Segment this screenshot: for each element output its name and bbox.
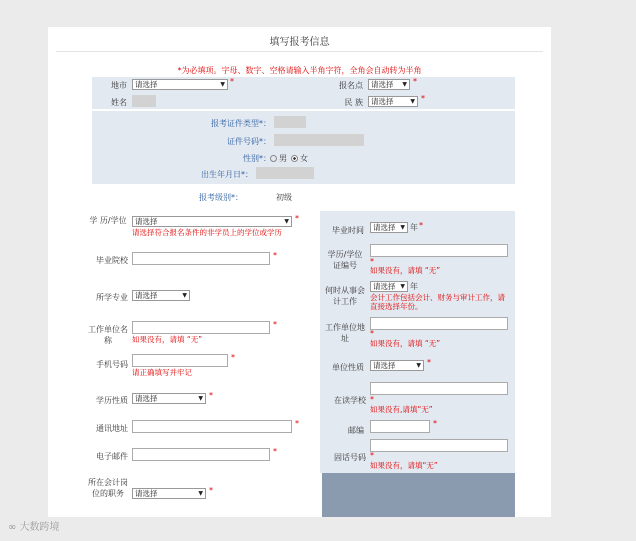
landline-input[interactable] [370,439,508,452]
dob-value [256,167,314,179]
acct-start-unit: 年 [410,282,418,291]
position-select[interactable]: 请选择 ▼ [132,488,206,499]
title-divider [56,51,543,52]
grad-time-select[interactable]: 请选择 ▼ [370,222,408,233]
phone-input[interactable] [132,354,228,367]
edu-nature-select[interactable]: 请选择 ▼ [132,393,206,404]
gender-male-option[interactable]: 男 [270,153,287,164]
employer-hint: 如果没有，请填 “无” [132,335,203,344]
email-label: 电子邮件 [96,452,128,461]
phone-hint: 请正确填写并牢记 [132,368,192,377]
acct-start-hint: 会计工作包括会计、财务与审计工作，请直接选择年份。 [370,293,505,311]
exam-site-select[interactable]: 请选择 ▼ [368,79,410,90]
school-now-input[interactable] [370,382,508,395]
work-addr-hint: 如果没有，请填 “无” [370,339,441,348]
ethnicity-label: 民 族 [344,98,363,107]
cert-no-input[interactable] [370,244,508,257]
acct-start-select[interactable]: 请选择 ▼ [370,281,408,292]
phone-label: 手机号码 [96,360,128,369]
level-value: 初级 [276,193,292,202]
position-label: 所在会计岗位的职务 [88,478,128,498]
acct-start-label: 何时从事会计工作 [325,286,365,306]
footer-slate-block [322,473,515,517]
major-select[interactable]: 请选择 ▼ [132,290,190,301]
gender-female-option[interactable]: 女 [291,153,308,164]
cert-no-label: 学历/学位证编号 [327,250,363,270]
id-number-label: 证件号码*： [227,137,271,146]
employer-label: 工作单位名称 [88,325,128,345]
education-hint: 请选择符合报名条件的非学员上的学位或学历 [132,228,282,237]
grad-time-unit: 年 [410,223,418,232]
address-label: 通讯地址 [96,424,128,433]
page-title: 填写报考信息 [269,37,330,48]
grad-time-label: 毕业时间 [332,226,364,235]
school-now-label: 在读学校 [334,396,366,405]
work-addr-input[interactable] [370,317,508,330]
watermark-logo-icon: ∞ [8,522,17,533]
school-input[interactable] [132,252,270,265]
zip-label: 邮编 [348,426,364,435]
id-type-value [274,116,306,128]
ethnicity-select[interactable]: 请选择 ▼ [368,96,418,107]
school-label: 毕业院校 [96,256,128,265]
landline-label: 固话号码 [334,453,366,462]
id-number-value [274,134,364,146]
education-label: 学 历/学位 [89,216,127,225]
unit-nature-label: 单位性质 [332,363,364,372]
name-label: 姓名 [111,98,127,107]
unit-nature-select[interactable]: 请选择 ▼ [370,360,424,371]
gender-label: 性别*： [243,154,271,163]
required-notice: *为必填项。字母、数字、空格请输入半角字符，全角会自动转为半角 [177,66,422,75]
region-label: 地市 [111,81,127,90]
edu-nature-label: 学历性质 [96,396,128,405]
zip-input[interactable] [370,420,430,433]
dob-label: 出生年月日*： [201,170,253,179]
level-label: 报考级别*： [199,193,243,202]
work-addr-label: 工作单位地址 [325,323,365,343]
watermark: ∞ 大数跨境 [8,522,60,533]
employer-input[interactable] [132,321,270,334]
school-now-hint: 如果没有,请填“无” [370,405,433,414]
email-input[interactable] [132,448,270,461]
id-type-label: 报考证件类型*： [211,119,271,128]
major-label: 所学专业 [96,293,128,302]
education-select[interactable]: 请选择 ▼ [132,216,292,227]
name-field[interactable] [132,95,156,107]
cert-no-hint: 如果没有，请填 “无” [370,266,441,275]
address-input[interactable] [132,420,292,433]
exam-site-label: 报名点 [339,81,363,90]
landline-hint: 如果没有，请填“无” [370,461,438,470]
region-select[interactable]: 请选择 ▼ [132,79,228,90]
registration-form: 填写报考信息 *为必填项。字母、数字、空格请输入半角字符，全角会自动转为半角 地市 请选择 ▼ * 姓名 报名点 请选择 ▼ * 民 族 请选择 ▼ * 报考证件类型*： 证件号码*： 性别*： 男 女 出生年月日*： 报考级别*： 初级 学 历/学位 请选择 ▼ * 请选择符合报名条件的非学员上的学位或学历 毕业院校 * 所学专业 请选择 ▼ 工作单位名称 * 如果没有，请填 “无” 手机号码 * 请正确填写并牢记 学历性质 请选择 ▼ * 通讯地址 * 电子邮件 * 所在会计岗位的职务 请选择 ▼ * 毕业时间 请选择 ▼ 年 * 学历/学位证编号 * 如果没有，请填 “无” 何时从事会计工作 请选择 ▼ 年 会计工作包括会计、财务与审计工作，请直接选择年份。 工作单位地址 * 如果没有，请填 “无” 单位性质 请选择 ▼ * 在读学校 * 如果没有,请填“无” 邮编 * 固话号码 * 如果没有，请填“无” [48,27,551,517]
